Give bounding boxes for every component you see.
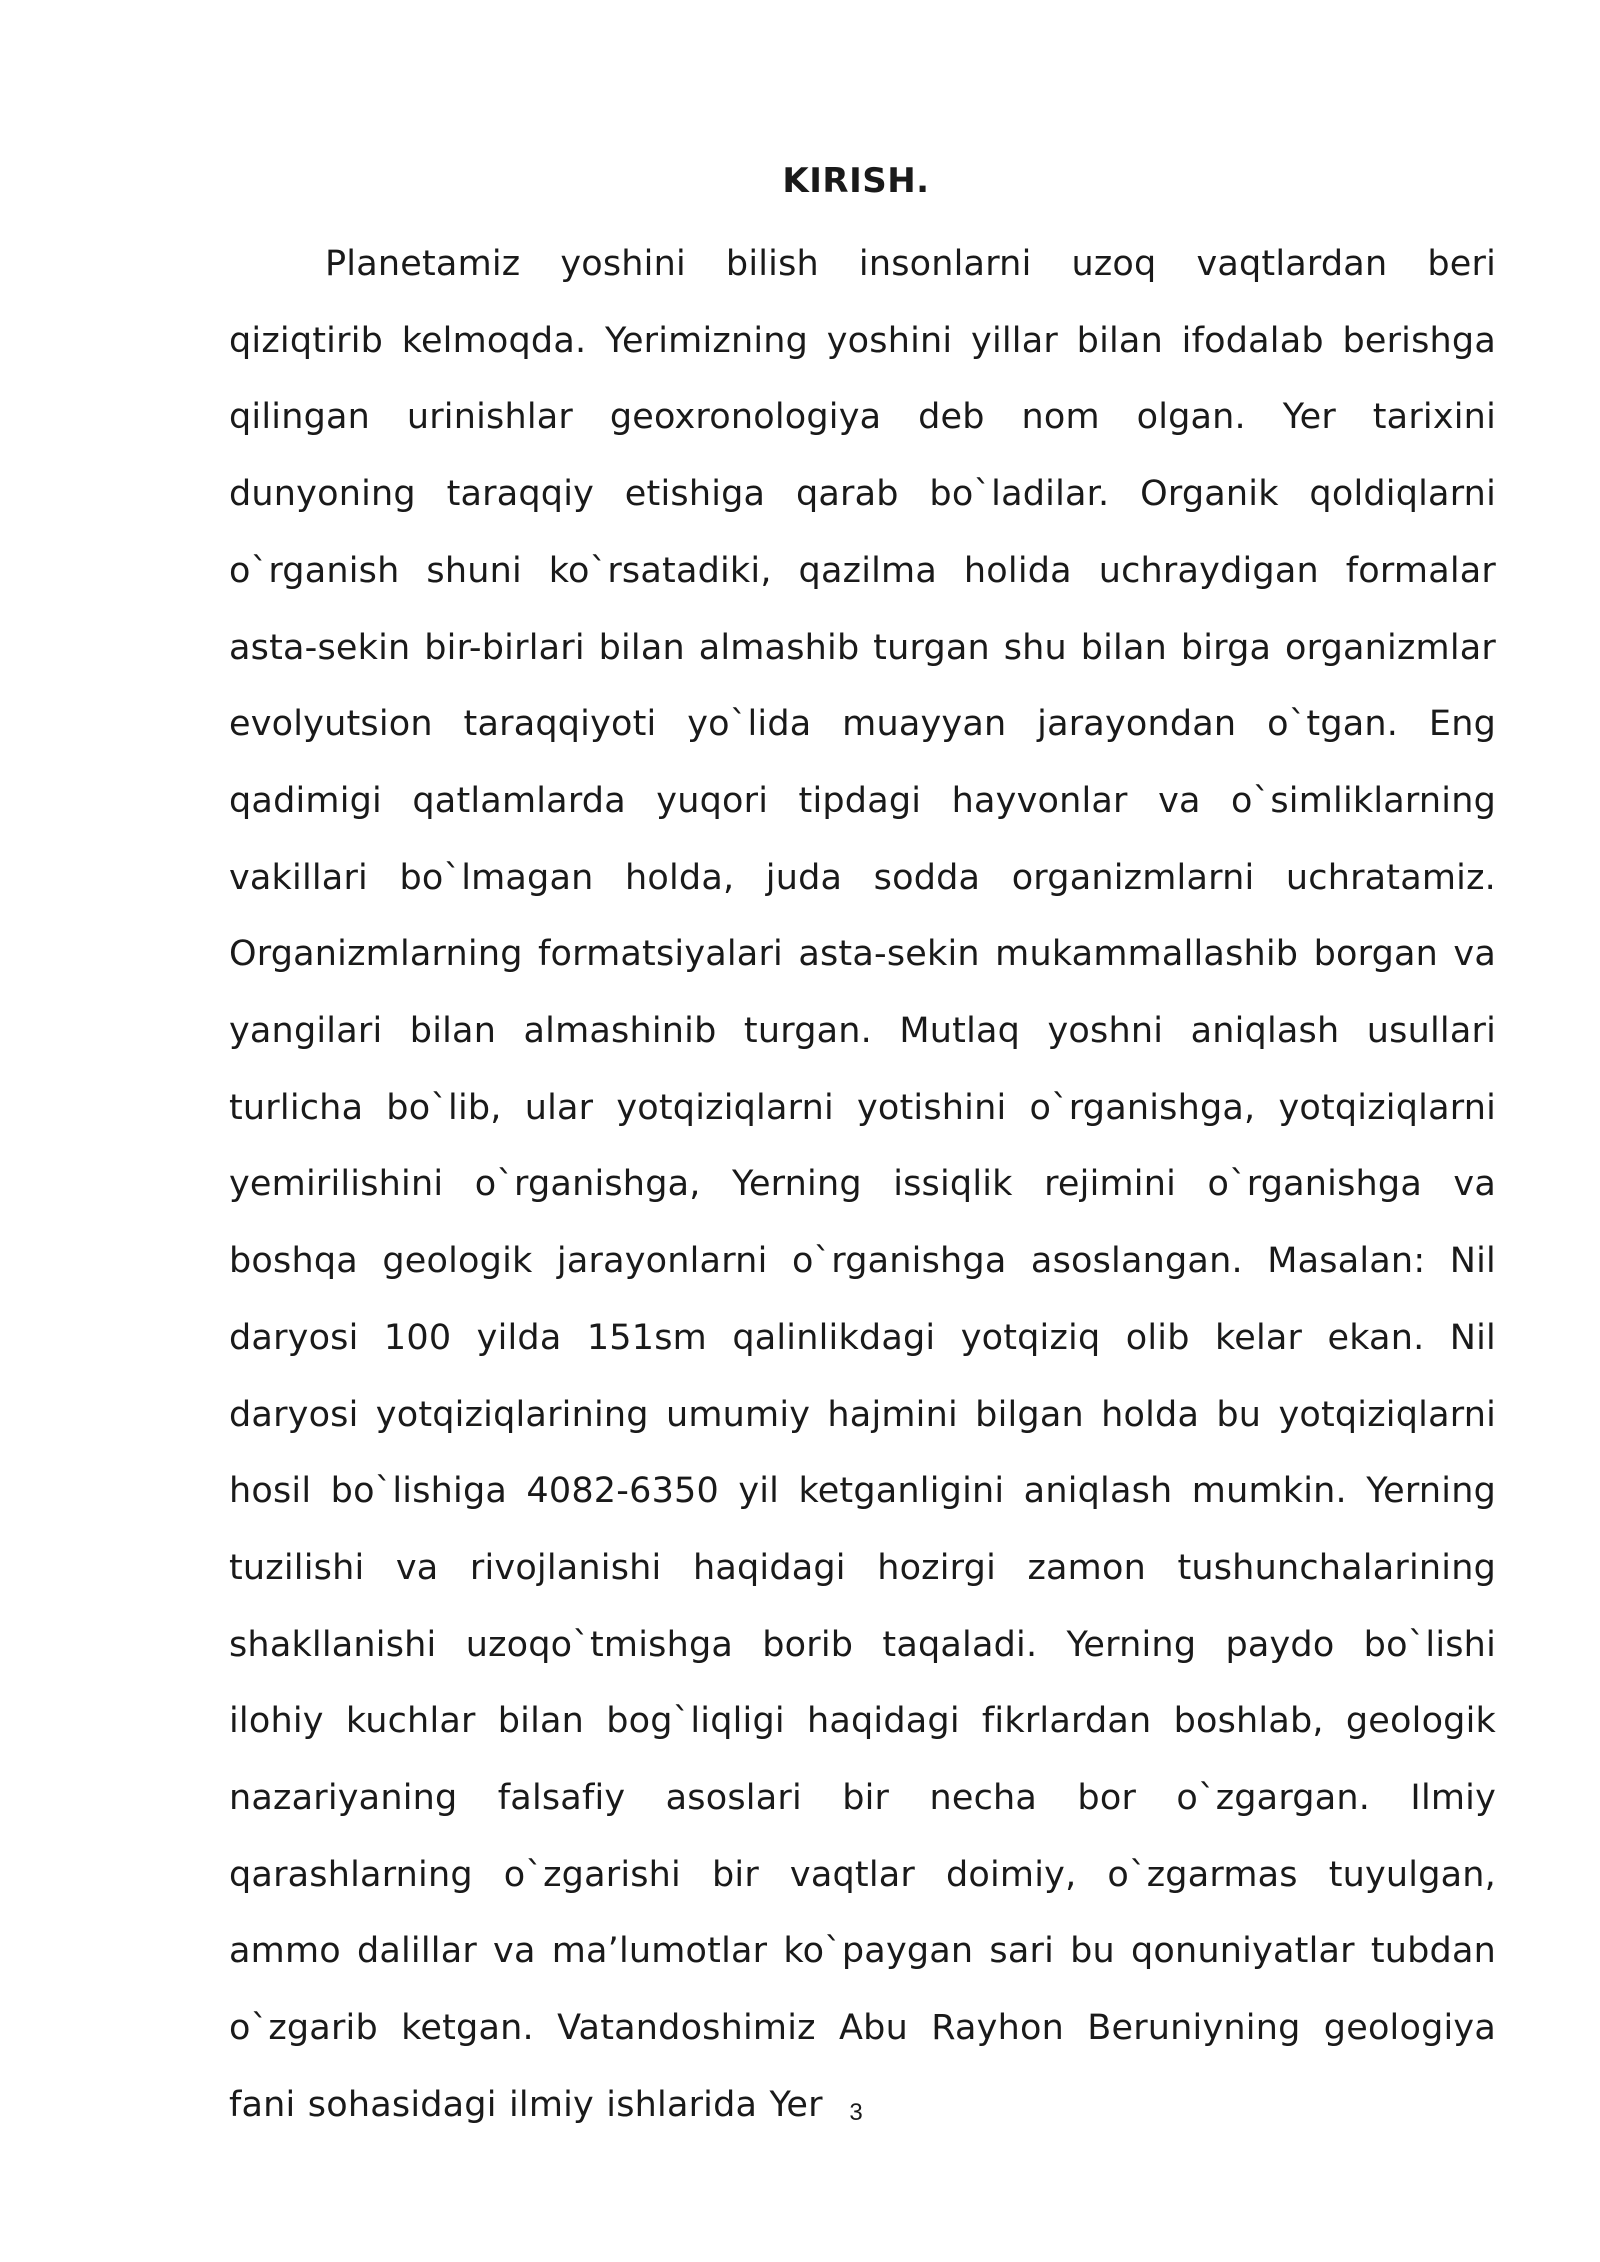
page-number: 3: [849, 2099, 863, 2126]
body-paragraph: Planetamiz yoshini bilish insonlarni uzoq vaqtlardan beri qiziqtirib kelmoqda. Yerimizning yoshini yillar bilan ifodalab berishga qilingan urinishlar geoxronologiya deb nom olgan. Yer tarixini dunyoning taraqqiy etishiga qarab bo`ladilar. Organik qoldiqlarni o`rganish shuni ko`rsatadiki, qazilma holida uchraydigan formalar asta-sekin bir-birlari bilan almashib turgan shu bilan birga organizmlar evolyutsion taraqqiyoti yo`lida muayyan jarayondan o`tgan. Eng qadimigi qatlamlarda yuqori tipdagi hayvonlar va o`simliklarning vakillari bo`lmagan holda, juda sodda organizmlarni uchratamiz. Organizmlarning formatsiyalari asta-sekin mukammallashib borgan va yangilari bilan almashinib turgan. Mutlaq yoshni aniqlash usullari turlicha bo`lib, ular yotqiziqlarni yotishini o`rganishga, yotqiziqlarni yemirilishini o`rganishga, Yerning issiqlik rejimini o`rganishga va boshqa geologik jarayonlarni o`rganishga asoslangan. Masalan: Nil daryosi 100 yilda 151sm qalinlikdagi yotqiziq olib kelar ekan. Nil daryosi yotqiziqlarining umumiy hajmini bilgan holda bu yotqiziqlarni hosil bo`lishiga 4082-6350 yil ketganligini aniqlash mumkin. Yerning tuzilishi va rivojlanishi haqidagi hozirgi zamon tushunchalarining shakllanishi uzoqo`tmishga borib taqaladi. Yerning paydo bo`lishi ilohiy kuchlar bilan bog`liqligi haqidagi fikrlardan boshlab, geologik nazariyaning falsafiy asoslari bir necha bor o`zgargan. Ilmiy qarashlarning o`zgarishi bir vaqtlar doimiy, o`zgarmas tuyulgan, ammo dalillar va ma’lumotlar ko`paygan sari bu qonuniyatlar tubdan o`zgarib ketgan. Vatandoshimiz Abu Rayhon Beruniyning geologiya fani sohasidagi ilmiy ishlarida Yer: [229, 244, 1496, 2125]
page-heading: KIRISH.: [782, 161, 930, 201]
